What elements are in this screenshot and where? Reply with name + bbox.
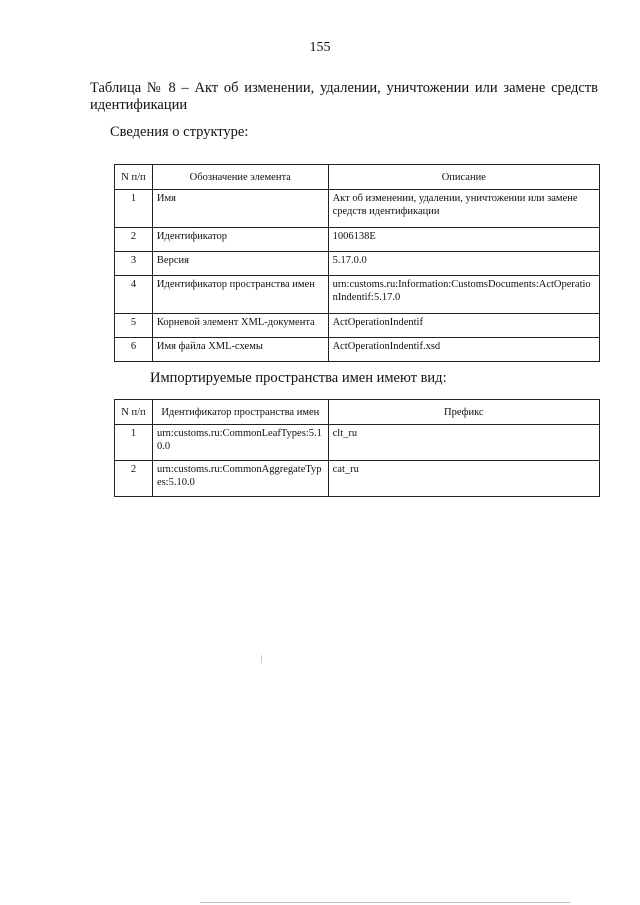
element-name: Идентификатор (152, 228, 328, 252)
structure-table (114, 164, 600, 362)
table-header-row (115, 165, 600, 190)
element-description: 5.17.0.0 (328, 252, 599, 276)
page-number: 155 (309, 40, 331, 55)
table-title-line-1: Таблица № 8 – Акт об изменении, удалении, уничтожении или замене средств (90, 80, 598, 96)
table-row (115, 314, 600, 338)
element-description: ActOperationIndentif.xsd (328, 338, 599, 362)
namespace-prefix: clt_ru (328, 425, 599, 461)
element-name: Корневой элемент XML-документа (152, 314, 328, 338)
column-header: N п/п (115, 165, 153, 190)
structure-label: Сведения о структуре: (110, 124, 249, 140)
row-number: 6 (115, 338, 153, 362)
table-title-line-2: идентификации (90, 97, 188, 113)
element-name: Имя файла XML-схемы (152, 338, 328, 362)
table-row (115, 425, 600, 461)
table-row (115, 252, 600, 276)
row-number: 4 (115, 276, 153, 314)
page-bottom-edge (200, 902, 570, 903)
column-header: Идентификатор пространства имен (152, 400, 328, 425)
table-row (115, 461, 600, 497)
namespaces-table (114, 399, 600, 497)
element-description: urn:customs.ru:Information:CustomsDocuments:ActOperationIndentif:5.17.0 (328, 276, 599, 314)
column-header: Описание (328, 165, 599, 190)
table-row (115, 276, 600, 314)
table-row (115, 338, 600, 362)
table-row (115, 228, 600, 252)
table-header-row (115, 400, 600, 425)
namespace-identifier: urn:customs.ru:CommonLeafTypes:5.10.0 (152, 425, 328, 461)
column-header: N п/п (115, 400, 153, 425)
row-number: 1 (115, 425, 153, 461)
row-number: 2 (115, 461, 153, 497)
row-number: 1 (115, 190, 153, 228)
column-header: Префикс (328, 400, 599, 425)
scan-mark (261, 655, 262, 663)
column-header: Обозначение элемента (152, 165, 328, 190)
element-name: Имя (152, 190, 328, 228)
namespace-identifier: urn:customs.ru:CommonAggregateTypes:5.10.0 (152, 461, 328, 497)
namespace-prefix: cat_ru (328, 461, 599, 497)
row-number: 2 (115, 228, 153, 252)
element-name: Версия (152, 252, 328, 276)
namespaces-label: Импортируемые пространства имен имеют вид: (150, 370, 447, 386)
element-description: ActOperationIndentif (328, 314, 599, 338)
row-number: 5 (115, 314, 153, 338)
table-row (115, 190, 600, 228)
row-number: 3 (115, 252, 153, 276)
element-name: Идентификатор пространства имен (152, 276, 328, 314)
table-title (90, 80, 598, 114)
element-description: 1006138E (328, 228, 599, 252)
element-description: Акт об изменении, удалении, уничтожении или замене средств идентификации (328, 190, 599, 228)
